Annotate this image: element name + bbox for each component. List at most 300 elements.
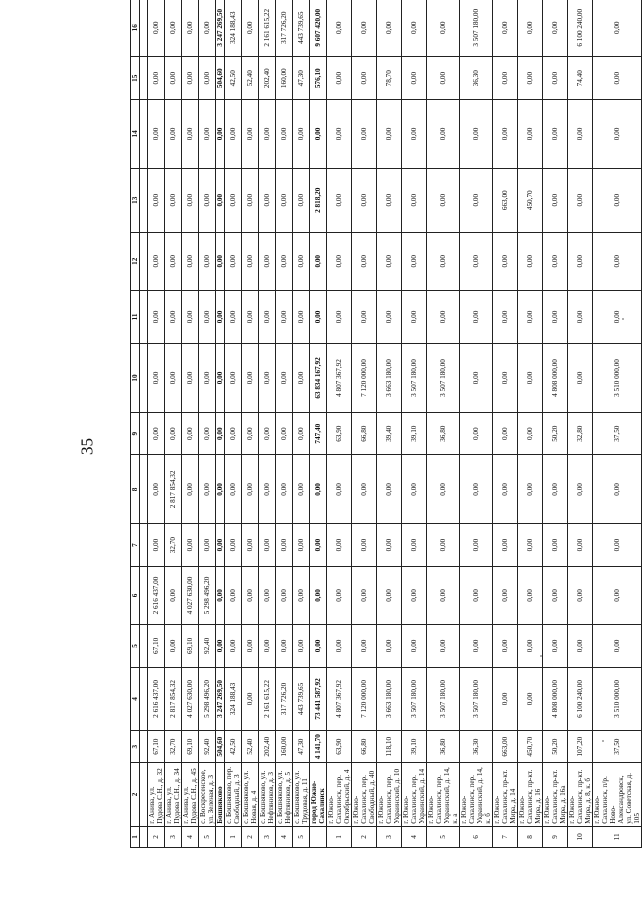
value-cell: 0,00 bbox=[427, 455, 460, 524]
value-cell: 0,00 bbox=[493, 290, 518, 343]
table-row bbox=[352, 0, 377, 848]
value-cell: 450,70 bbox=[518, 731, 543, 763]
value-cell: 0,00 bbox=[242, 524, 259, 566]
value-cell: 0,00 bbox=[276, 455, 293, 524]
address-cell: с. Бошняково, ул. Нефтяников, д. 3 bbox=[259, 763, 276, 827]
value-cell: 0,00 bbox=[352, 566, 377, 624]
value-cell: 0,00 bbox=[460, 290, 493, 343]
value-cell: 39,10 bbox=[402, 731, 427, 763]
value-cell: 0,00 bbox=[427, 57, 460, 99]
value-cell: 317 726,20 bbox=[276, 0, 293, 57]
value-cell: 0,00 bbox=[327, 232, 352, 290]
value-cell: 0,00 bbox=[568, 524, 593, 566]
value-cell: 0,00 bbox=[165, 99, 182, 168]
value-cell: 0,00 bbox=[593, 0, 642, 57]
value-cell: 0,00 bbox=[402, 168, 427, 232]
value-cell: 0,00 bbox=[276, 566, 293, 624]
value-cell: 0,00 bbox=[276, 344, 293, 413]
group-row bbox=[216, 0, 225, 848]
spacer-cell bbox=[140, 625, 148, 667]
value-cell: 0,00 bbox=[216, 290, 225, 343]
value-cell: 0,00 bbox=[242, 625, 259, 667]
value-cell: 0,00 bbox=[593, 625, 642, 667]
value-cell: 0,00 bbox=[518, 455, 543, 524]
row-number-cell: 1 bbox=[327, 826, 352, 847]
value-cell: 3 663 180,00 bbox=[377, 344, 402, 413]
row-number-cell: 2 bbox=[352, 826, 377, 847]
value-cell: 0,00 bbox=[327, 524, 352, 566]
value-cell: 0,00 bbox=[165, 0, 182, 57]
value-cell: 0,00 bbox=[518, 99, 543, 168]
value-cell: 36,80 bbox=[427, 412, 460, 454]
value-cell: 9 607 420,00 bbox=[310, 0, 327, 57]
value-cell: 0,00 bbox=[259, 99, 276, 168]
row-number-cell: 11 bbox=[593, 826, 642, 847]
value-cell: 0,00 bbox=[216, 524, 225, 566]
table-row bbox=[259, 0, 276, 848]
address-cell: г. Южно-Сахалинск, пер. Свободный, д. 40 bbox=[352, 763, 377, 827]
value-cell: 3 247 269,50 bbox=[216, 667, 225, 731]
value-cell: 92,40 bbox=[199, 625, 216, 667]
value-cell: 4 807 367,92 bbox=[327, 667, 352, 731]
value-cell: 0,00 bbox=[402, 57, 427, 99]
row-number-cell: 2 bbox=[148, 826, 165, 847]
group-row bbox=[310, 0, 327, 848]
value-cell: 0,00 bbox=[199, 168, 216, 232]
value-cell: 0,00 bbox=[199, 99, 216, 168]
address-cell: с. Бошняково, ул. Нефтяников, д. 5 bbox=[276, 763, 293, 827]
column-header: 10 bbox=[131, 344, 140, 413]
value-cell: 50,20 bbox=[543, 412, 568, 454]
value-cell: 0,00 bbox=[543, 455, 568, 524]
spacer-cell bbox=[140, 99, 148, 168]
value-cell: 0,00 bbox=[182, 524, 199, 566]
value-cell: 0,00 bbox=[148, 168, 165, 232]
row-number-cell: 3 bbox=[165, 826, 182, 847]
address-cell: г. Южно-Сахалинск, пр-кт. Мира, д. 16а bbox=[543, 763, 568, 827]
value-cell: 0,00 bbox=[242, 232, 259, 290]
value-cell: 0,00 bbox=[593, 232, 642, 290]
address-cell: с. Бошняково, пер. Свободный, д. 3 bbox=[225, 763, 242, 827]
column-header: 5 bbox=[131, 625, 140, 667]
value-cell: 0,00 bbox=[327, 625, 352, 667]
value-cell: 36,30 bbox=[460, 57, 493, 99]
value-cell: 0,00 bbox=[259, 524, 276, 566]
value-cell: 0,00 bbox=[493, 566, 518, 624]
spacer-cell bbox=[140, 412, 148, 454]
value-cell: 0,00 bbox=[165, 625, 182, 667]
value-cell: 0,00 bbox=[518, 290, 543, 343]
value-cell: 0,00 bbox=[199, 290, 216, 343]
row-number-cell: 7 bbox=[493, 826, 518, 847]
value-cell: 0,00 bbox=[327, 566, 352, 624]
value-cell: 0,00 bbox=[518, 232, 543, 290]
value-cell: 0,00 bbox=[225, 99, 242, 168]
value-cell: 0,00 bbox=[293, 99, 310, 168]
value-cell: 0,00 bbox=[242, 99, 259, 168]
header-row bbox=[131, 0, 140, 848]
column-header: 7 bbox=[131, 524, 140, 566]
value-cell: 6 100 240,00 bbox=[568, 0, 593, 57]
value-cell: 52,40 bbox=[242, 57, 259, 99]
column-header: 16 bbox=[131, 0, 140, 57]
value-cell: 0,00 bbox=[493, 667, 518, 731]
value-cell: 0,00 bbox=[427, 566, 460, 624]
column-header: 12 bbox=[131, 232, 140, 290]
value-cell: 0,00 bbox=[242, 667, 259, 731]
address-cell: г. Южно-Сахалинск, пр-кт. Мира, д. 8, к. б bbox=[568, 763, 593, 827]
spacer-cell bbox=[140, 232, 148, 290]
value-cell: 0,00 bbox=[259, 168, 276, 232]
value-cell: 0,00 bbox=[182, 57, 199, 99]
value-cell: 0,00 bbox=[216, 625, 225, 667]
value-cell: 0,00 bbox=[148, 455, 165, 524]
value-cell: 0,00 bbox=[568, 625, 593, 667]
value-cell: 0,00 bbox=[216, 455, 225, 524]
data-table bbox=[130, 0, 642, 848]
value-cell: 0,00 bbox=[352, 57, 377, 99]
value-cell: 0,00 bbox=[402, 99, 427, 168]
scan-speck bbox=[622, 318, 624, 320]
row-number-cell: 8 bbox=[518, 826, 543, 847]
value-cell: 4 808 000,00 bbox=[543, 344, 568, 413]
value-cell: 67,10 bbox=[148, 625, 165, 667]
spacer-cell bbox=[140, 57, 148, 99]
value-cell: 0,00 bbox=[402, 566, 427, 624]
value-cell: 36,80 bbox=[427, 731, 460, 763]
value-cell: 0,00 bbox=[518, 57, 543, 99]
value-cell: 0,00 bbox=[518, 0, 543, 57]
value-cell: 39,40 bbox=[377, 412, 402, 454]
value-cell: 317 726,20 bbox=[276, 667, 293, 731]
spacer-row bbox=[140, 0, 148, 848]
value-cell: 0,00 bbox=[225, 455, 242, 524]
value-cell: 0,00 bbox=[310, 232, 327, 290]
value-cell: 37,50 bbox=[593, 412, 642, 454]
value-cell: 2 817 854,32 bbox=[165, 455, 182, 524]
value-cell: 0,00 bbox=[377, 232, 402, 290]
table-row bbox=[148, 0, 165, 848]
value-cell: 5 298 496,20 bbox=[199, 667, 216, 731]
spacer-cell bbox=[140, 455, 148, 524]
value-cell: 0,00 bbox=[165, 412, 182, 454]
value-cell: 0,00 bbox=[377, 168, 402, 232]
spacer-cell bbox=[140, 566, 148, 624]
value-cell: 3 507 180,00 bbox=[402, 344, 427, 413]
row-number-cell: 5 bbox=[427, 826, 460, 847]
spacer-cell bbox=[140, 731, 148, 763]
row-number-cell: 1 bbox=[225, 826, 242, 847]
value-cell: 0,00 bbox=[259, 412, 276, 454]
column-header: 11 bbox=[131, 290, 140, 343]
table-row bbox=[225, 0, 242, 848]
value-cell: 107,20 bbox=[568, 731, 593, 763]
value-cell: 0,00 bbox=[402, 0, 427, 57]
value-cell: 0,00 bbox=[276, 412, 293, 454]
value-cell: 0,00 bbox=[402, 232, 427, 290]
value-cell: 3 247 269,50 bbox=[216, 0, 225, 57]
column-header: 6 bbox=[131, 566, 140, 624]
value-cell: 0,00 bbox=[199, 344, 216, 413]
value-cell: 0,00 bbox=[352, 524, 377, 566]
value-cell: 0,00 bbox=[518, 667, 543, 731]
value-cell: 0,00 bbox=[276, 625, 293, 667]
value-cell: 0,00 bbox=[518, 344, 543, 413]
value-cell: 0,00 bbox=[327, 57, 352, 99]
value-cell: 32,80 bbox=[568, 412, 593, 454]
value-cell: 324 188,43 bbox=[225, 667, 242, 731]
value-cell: 747,40 bbox=[310, 412, 327, 454]
value-cell: 0,00 bbox=[225, 232, 242, 290]
value-cell: 66,80 bbox=[352, 412, 377, 454]
value-cell: 0,00 bbox=[182, 168, 199, 232]
value-cell: 4 027 630,00 bbox=[182, 667, 199, 731]
value-cell: 0,00 bbox=[543, 168, 568, 232]
value-cell: 78,70 bbox=[377, 57, 402, 99]
value-cell: 0,00 bbox=[460, 232, 493, 290]
value-cell: 0,00 bbox=[199, 57, 216, 99]
value-cell: 0,00 bbox=[276, 290, 293, 343]
spacer-cell bbox=[140, 667, 148, 731]
column-header: 14 bbox=[131, 99, 140, 168]
table-row bbox=[182, 0, 199, 848]
value-cell: 0,00 bbox=[568, 99, 593, 168]
value-cell: 0,00 bbox=[427, 0, 460, 57]
value-cell: 7 120 000,00 bbox=[352, 344, 377, 413]
value-cell: 324 188,43 bbox=[225, 0, 242, 57]
value-cell: 0,00 bbox=[216, 232, 225, 290]
value-cell: 0,00 bbox=[165, 290, 182, 343]
value-cell: 576,10 bbox=[310, 57, 327, 99]
spacer-cell bbox=[140, 524, 148, 566]
value-cell: 0,00 bbox=[182, 455, 199, 524]
value-cell: 0,00 bbox=[293, 524, 310, 566]
value-cell: 0,00 bbox=[352, 232, 377, 290]
value-cell: 0,00 bbox=[568, 344, 593, 413]
value-cell: 0,00 bbox=[352, 99, 377, 168]
value-cell: 50,20 bbox=[543, 731, 568, 763]
value-cell: 0,00 bbox=[377, 566, 402, 624]
value-cell: 0,00 bbox=[199, 232, 216, 290]
value-cell: 0,00 bbox=[293, 344, 310, 413]
value-cell: 0,00 bbox=[216, 99, 225, 168]
value-cell: 0,00 bbox=[293, 455, 310, 524]
value-cell: 0,00 bbox=[293, 168, 310, 232]
value-cell: 0,00 bbox=[518, 625, 543, 667]
value-cell: 0,00 bbox=[327, 0, 352, 57]
table-row bbox=[377, 0, 402, 848]
row-number-cell: 4 bbox=[402, 826, 427, 847]
value-cell: 0,00 bbox=[327, 168, 352, 232]
value-cell: 0,00 bbox=[148, 412, 165, 454]
value-cell: 0,00 bbox=[593, 168, 642, 232]
value-cell: 47,30 bbox=[293, 731, 310, 763]
value-cell: 0,00 bbox=[165, 57, 182, 99]
value-cell: 36,30 bbox=[460, 731, 493, 763]
table-row bbox=[327, 0, 352, 848]
value-cell: 0,00 bbox=[493, 455, 518, 524]
column-header: 15 bbox=[131, 57, 140, 99]
value-cell: 0,00 bbox=[460, 99, 493, 168]
value-cell: 0,00 bbox=[310, 290, 327, 343]
address-cell: с. Воскресенское, ул. Зеленая, д. 3 bbox=[199, 763, 216, 827]
value-cell: 0,00 bbox=[493, 0, 518, 57]
value-cell: 0,00 bbox=[199, 455, 216, 524]
address-cell: г. Южно-Сахалинск, пр-кт. Мира, д. 16 bbox=[518, 763, 543, 827]
value-cell: 0,00 bbox=[377, 290, 402, 343]
value-cell: 504,60 bbox=[216, 731, 225, 763]
value-cell: 0,00 bbox=[225, 625, 242, 667]
value-cell: 0,00 bbox=[182, 0, 199, 57]
value-cell: 0,00 bbox=[310, 99, 327, 168]
table-row bbox=[493, 0, 518, 848]
value-cell: 0,00 bbox=[352, 625, 377, 667]
value-cell: 0,00 bbox=[427, 232, 460, 290]
value-cell: 0,00 bbox=[460, 566, 493, 624]
value-cell: 0,00 bbox=[225, 412, 242, 454]
address-cell: Бошняково bbox=[216, 763, 225, 827]
table-row bbox=[593, 0, 642, 848]
value-cell: 63,90 bbox=[327, 731, 352, 763]
value-cell: 443 739,65 bbox=[293, 0, 310, 57]
address-cell: г. Южно-Сахалинск, пер. Октябрьский, д. 4 bbox=[327, 763, 352, 827]
value-cell: 0,00 bbox=[276, 524, 293, 566]
value-cell: 450,70 bbox=[518, 168, 543, 232]
value-cell: 0,00 bbox=[352, 168, 377, 232]
value-cell: 0,00 bbox=[276, 168, 293, 232]
value-cell: 0,00 bbox=[593, 524, 642, 566]
value-cell: 3 510 000,00 bbox=[593, 667, 642, 731]
value-cell: 0,00 bbox=[242, 455, 259, 524]
value-cell: 0,00 bbox=[216, 566, 225, 624]
row-number-cell: 4 bbox=[276, 826, 293, 847]
value-cell: 663,00 bbox=[493, 731, 518, 763]
value-cell: 0,00 bbox=[460, 412, 493, 454]
value-cell: 0,00 bbox=[327, 99, 352, 168]
value-cell: 0,00 bbox=[543, 625, 568, 667]
table-body bbox=[131, 0, 642, 848]
value-cell: 2 818,20 bbox=[310, 168, 327, 232]
value-cell: 3 510 000,00 bbox=[593, 344, 642, 413]
column-header: 13 bbox=[131, 168, 140, 232]
address-cell: г. Анива, ул. Пудова С.Н., д. 34 bbox=[165, 763, 182, 827]
spacer-cell bbox=[140, 168, 148, 232]
value-cell: 0,00 bbox=[310, 455, 327, 524]
value-cell: 0,00 bbox=[259, 344, 276, 413]
value-cell: 0,00 bbox=[216, 412, 225, 454]
value-cell: 0,00 bbox=[568, 455, 593, 524]
value-cell: 0,00 bbox=[427, 168, 460, 232]
value-cell: 0,00 bbox=[493, 232, 518, 290]
value-cell: 0,00 bbox=[225, 524, 242, 566]
value-cell: 37,50 bbox=[593, 731, 642, 763]
value-cell: 160,00 bbox=[276, 731, 293, 763]
spacer-cell bbox=[140, 826, 148, 847]
row-number-cell: 5 bbox=[293, 826, 310, 847]
value-cell: 52,40 bbox=[242, 731, 259, 763]
row-number-cell bbox=[216, 826, 225, 847]
value-cell: 0,00 bbox=[259, 232, 276, 290]
table-row bbox=[199, 0, 216, 848]
value-cell: 0,00 bbox=[427, 524, 460, 566]
row-number-cell: 3 bbox=[377, 826, 402, 847]
table-row bbox=[276, 0, 293, 848]
value-cell: 3 507 180,00 bbox=[402, 667, 427, 731]
address-cell: г. Анива, ул. Пудова С.Н., д. 45 bbox=[182, 763, 199, 827]
value-cell: 0,00 bbox=[293, 566, 310, 624]
value-cell: 4 141,70 bbox=[310, 731, 327, 763]
value-cell: 3 507 180,00 bbox=[427, 344, 460, 413]
value-cell: 0,00 bbox=[493, 412, 518, 454]
address-cell: с. Бошняково, ул. Новая, д. 4 bbox=[242, 763, 259, 827]
spacer-cell bbox=[140, 763, 148, 827]
value-cell: 0,00 bbox=[493, 524, 518, 566]
value-cell: 42,50 bbox=[225, 57, 242, 99]
address-cell: г. Анива, ул. Пудова С.Н., д. 32 bbox=[148, 763, 165, 827]
value-cell: 4 808 000,00 bbox=[543, 667, 568, 731]
value-cell: 3 507 180,00 bbox=[460, 667, 493, 731]
value-cell: 63,90 bbox=[327, 412, 352, 454]
value-cell: 5 298 496,20 bbox=[199, 566, 216, 624]
value-cell: 0,00 bbox=[543, 0, 568, 57]
value-cell: 2 817 854,32 bbox=[165, 667, 182, 731]
value-cell: 47,30 bbox=[293, 57, 310, 99]
value-cell: 0,00 bbox=[293, 232, 310, 290]
column-header: 9 bbox=[131, 412, 140, 454]
value-cell: 0,00 bbox=[402, 625, 427, 667]
spacer-cell bbox=[140, 0, 148, 57]
value-cell: 663,00 bbox=[493, 168, 518, 232]
value-cell: 92,40 bbox=[199, 731, 216, 763]
value-cell: 3 507 180,00 bbox=[427, 667, 460, 731]
value-cell: 0,00 bbox=[293, 290, 310, 343]
value-cell: 0,00 bbox=[493, 344, 518, 413]
table-row bbox=[427, 0, 460, 848]
value-cell: 7 120 000,00 bbox=[352, 667, 377, 731]
row-number-cell: 10 bbox=[568, 826, 593, 847]
value-cell: 69,10 bbox=[182, 625, 199, 667]
value-cell: 0,00 bbox=[352, 455, 377, 524]
value-cell: 0,00 bbox=[225, 290, 242, 343]
value-cell: 0,00 bbox=[293, 412, 310, 454]
value-cell: 0,00 bbox=[148, 524, 165, 566]
value-cell: 0,00 bbox=[148, 290, 165, 343]
page-number: 35 bbox=[77, 438, 97, 455]
value-cell: 0,00 bbox=[182, 99, 199, 168]
value-cell: 0,00 bbox=[518, 566, 543, 624]
value-cell: 0,00 bbox=[568, 566, 593, 624]
value-cell: 0,00 bbox=[242, 566, 259, 624]
value-cell: 0,00 bbox=[493, 99, 518, 168]
value-cell: 0,00 bbox=[543, 524, 568, 566]
column-header: 1 bbox=[131, 826, 140, 847]
row-number-cell: 5 bbox=[199, 826, 216, 847]
value-cell: 504,60 bbox=[216, 57, 225, 99]
value-cell: 74,40 bbox=[568, 57, 593, 99]
value-cell: 2 616 437,00 bbox=[148, 566, 165, 624]
table-row bbox=[568, 0, 593, 848]
value-cell: 0,00 bbox=[377, 455, 402, 524]
value-cell: 0,00 bbox=[225, 566, 242, 624]
value-cell: 0,00 bbox=[493, 625, 518, 667]
address-cell: г. Южно-Сахалинск, пер. Украинский, д. 10 bbox=[377, 763, 402, 827]
value-cell: 0,00 bbox=[242, 168, 259, 232]
value-cell: 0,00 bbox=[148, 99, 165, 168]
value-cell: 0,00 bbox=[377, 99, 402, 168]
table-row bbox=[242, 0, 259, 848]
value-cell: 0,00 bbox=[402, 455, 427, 524]
value-cell: 0,00 bbox=[593, 57, 642, 99]
